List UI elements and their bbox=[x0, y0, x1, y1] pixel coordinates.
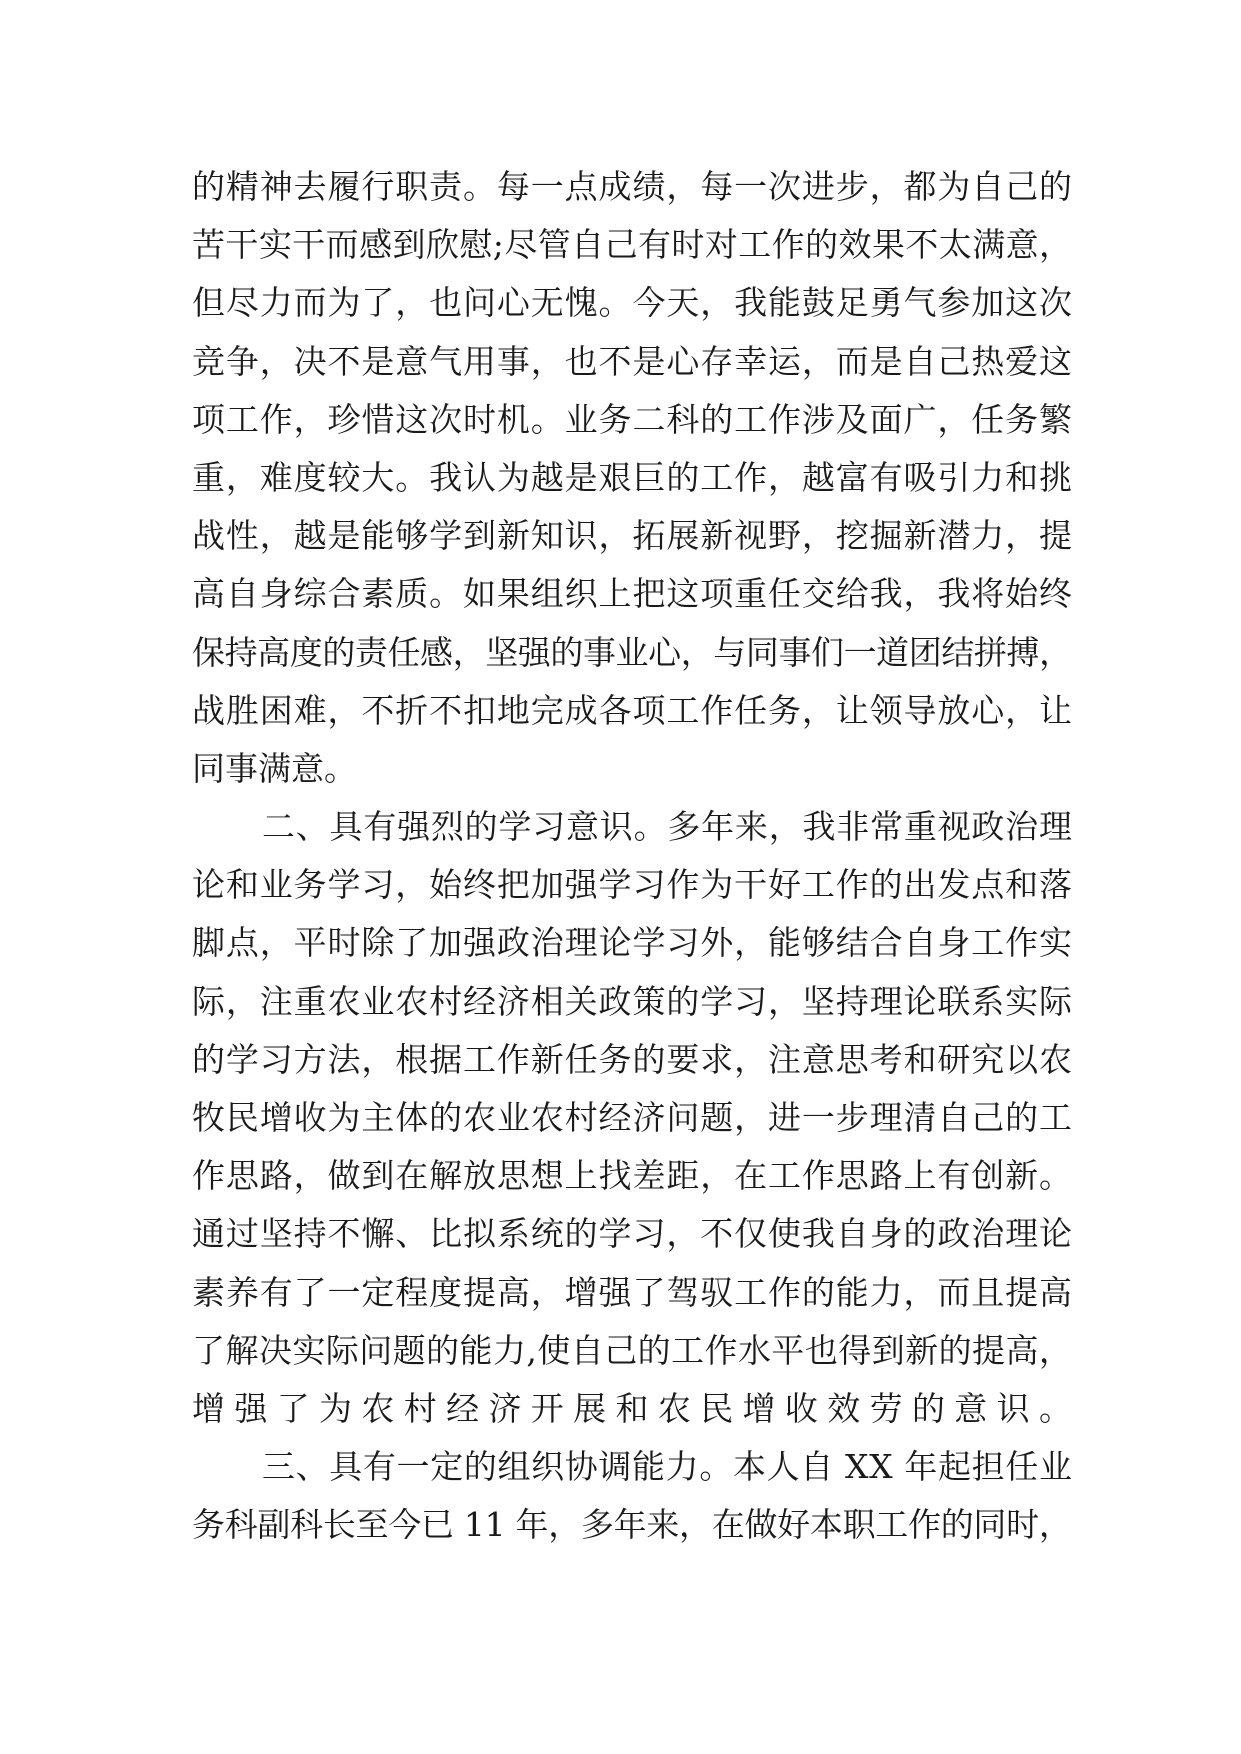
body-text bbox=[192, 158, 1082, 1555]
text-line: 的学习方法，根据工作新任务的要求，注意思考和研究以农 bbox=[192, 1039, 1073, 1079]
text-line: 的精神去履行职责。每一点成绩，每一次进步，都为自己的 bbox=[192, 167, 1073, 206]
text-line: 二、具有强烈的学习意识。多年来，我非常重视政治理 bbox=[262, 807, 1073, 847]
text-line: 同事满意。 bbox=[192, 748, 357, 788]
text-line: 通过坚持不懈、比拟系统的学习，不仅使我自身的政治理论 bbox=[192, 1214, 1073, 1254]
text-line: 三、具有一定的组织协调能力。本人自 XX 年起担任业 bbox=[262, 1447, 1073, 1487]
text-line: 高自身综合素质。如果组织上把这项重任交给我，我将始终 bbox=[192, 574, 1073, 614]
text-line: 作思路，做到在解放思想上找差距，在工作思路上有创新。 bbox=[192, 1156, 1073, 1196]
text-line: 脚点，平时除了加强政治理论学习外，能够结合自身工作实 bbox=[192, 923, 1073, 963]
text-line: 竞争，决不是意气用事，也不是心存幸运，而是自己热爱这 bbox=[192, 341, 1073, 381]
text-line: 苦干实干而感到欣慰;尽管自己有时对工作的效果不太满意， bbox=[192, 225, 1073, 265]
text-line: 际，注重农业农村经济相关政策的学习，坚持理论联系实际 bbox=[192, 981, 1073, 1021]
text-line: 保持高度的责任感，坚强的事业心，与同事们一道团结拼搏， bbox=[192, 632, 1072, 672]
text-line: 增强了为农村经济开展和农民增收效劳的意识。 bbox=[192, 1388, 1082, 1428]
text-line: 战性，越是能够学到新知识，拓展新视野，挖掘新潜力，提 bbox=[192, 516, 1073, 556]
text-line: 战胜困难，不折不扣地完成各项工作任务，让领导放心，让 bbox=[192, 690, 1073, 730]
text-line: 项工作，珍惜这次时机。业务二科的工作涉及面广，任务繁 bbox=[192, 399, 1073, 439]
text-line: 牧民增收为主体的农业农村经济问题，进一步理清自己的工 bbox=[192, 1098, 1073, 1137]
text-line: 论和业务学习，始终把加强学习作为干好工作的出发点和落 bbox=[192, 865, 1073, 905]
text-line: 但尽力而为了，也问心无愧。今天，我能鼓足勇气参加这次 bbox=[192, 283, 1073, 323]
text-line: 重，难度较大。我认为越是艰巨的工作，越富有吸引力和挑 bbox=[192, 457, 1073, 497]
text-line: 务科副科长至今已 11 年，多年来，在做好本职工作的同时， bbox=[192, 1505, 1072, 1545]
text-line: 素养有了一定程度提高，增强了驾驭工作的能力，而且提高 bbox=[192, 1272, 1073, 1312]
text-line: 了解决实际问题的能力,使自己的工作水平也得到新的提高， bbox=[192, 1330, 1073, 1370]
